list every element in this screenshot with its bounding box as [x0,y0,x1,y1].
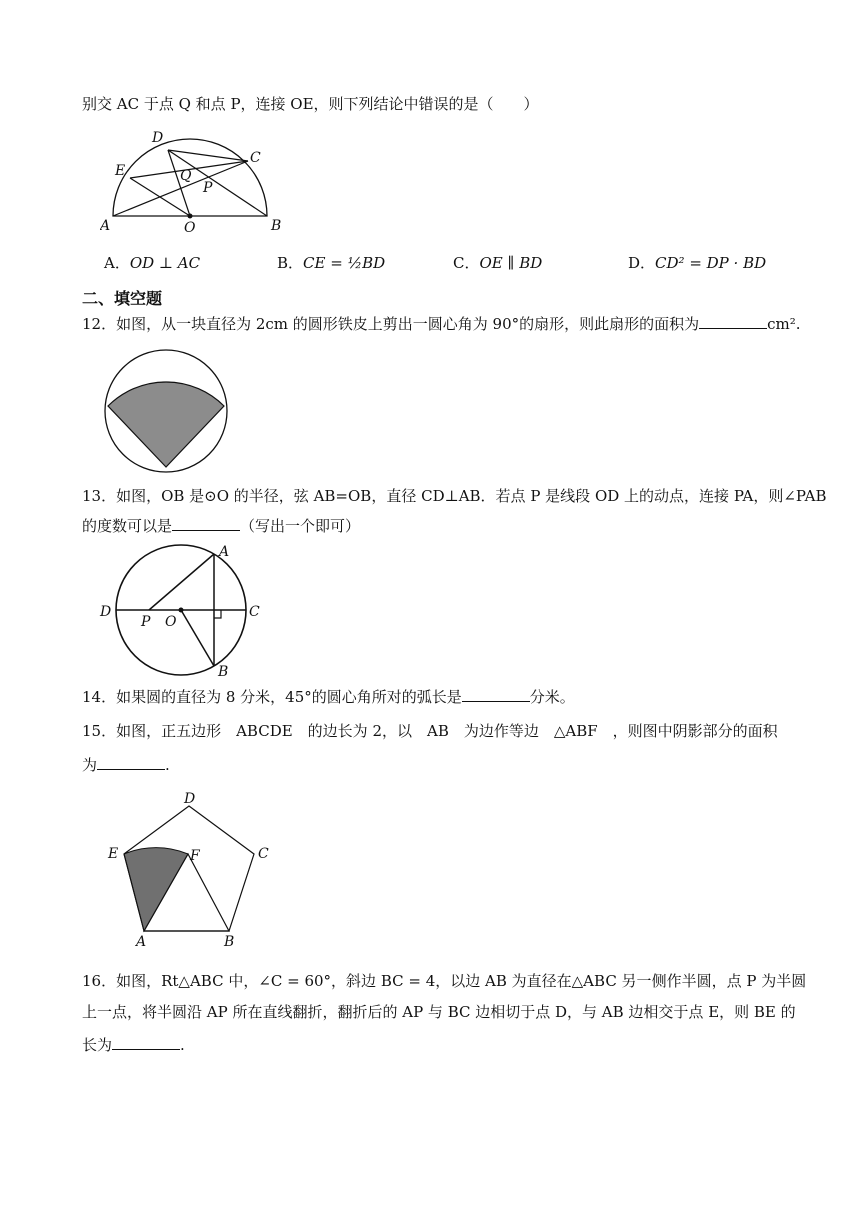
q15-label-c: C [258,846,269,862]
q16-line1: 16．如图，Rt△ABC 中，∠C = 60°，斜边 BC = 4，以边 AB 为直径在△ABC 另一侧作半圆，点 P 为半圆 [82,972,807,990]
q15-label-a: A [136,934,147,950]
q16-answer-blank[interactable] [112,1035,180,1050]
q11-label-a: A [100,218,111,234]
q13-label-p: P [141,614,151,630]
q11-option-c: C．OE ∥ BD [453,254,543,272]
q11-label-b: B [271,218,282,234]
section-title: 二、填空题 [82,289,163,308]
q11-label-q: Q [180,168,192,184]
q11-option-a: A．OD ⊥ AC [104,254,201,272]
q11-option-b: B．CE = ½BD [277,254,386,272]
q12-figure [100,345,232,477]
q13-label-c: C [249,604,260,620]
q11-option-d: D．CD² = DP · BD [628,254,767,272]
q11-label-c: C [250,150,261,166]
q13-label-d: D [100,604,112,620]
q15-line2: 为 . [82,756,170,774]
q15-label-e: E [108,846,119,862]
q15-line1: 15．如图，正五边形 ABCDE 的边长为 2，以 AB 为边作等边 △ABF ，则图中阴影部分的面积 [82,722,778,740]
q13-figure [97,540,272,680]
q13-label-b: B [218,664,229,680]
q16-line2: 上一点，将半圆沿 AP 所在直线翻折，翻折后的 AP 与 BC 边相切于点 D，与 AB 边相交于点 E，则 BE 的 [82,1003,796,1021]
q11-figure [100,128,295,238]
q13-answer-blank[interactable] [172,516,240,531]
q11-label-o: O [184,220,196,236]
q12-text: 12．如图，从一块直径为 2cm 的圆形铁皮上剪出一圆心角为 90°的扇形，则此扇形的面积为 cm². [82,315,801,333]
q11-label-p: P [203,180,213,196]
q16-line3: 长为 . [82,1036,185,1054]
q13-line2: 的度数可以是 （写出一个即可） [82,517,361,535]
q11-label-d: D [152,130,164,146]
q11-label-e: E [115,163,126,179]
q15-label-f: F [190,848,200,864]
q15-label-b: B [224,934,235,950]
q15-label-d: D [184,791,196,807]
q14-text: 14．如果圆的直径为 8 分米，45°的圆心角所对的弧长是 分米。 [82,688,575,706]
q13-label-a: A [219,544,230,560]
q14-answer-blank[interactable] [462,687,530,702]
q13-line1: 13．如图，OB 是⊙O 的半径，弦 AB=OB，直径 CD⊥AB．若点 P 是线段 OD 上的动点，连接 PA，则∠PAB [82,487,827,505]
q15-figure [100,788,280,953]
q15-answer-blank[interactable] [97,755,165,770]
q12-answer-blank[interactable] [699,314,767,329]
q13-label-o: O [165,614,177,630]
q11-stem: 别交 AC 于点 Q 和点 P，连接 OE，则下列结论中错误的是（ ） [82,95,539,113]
